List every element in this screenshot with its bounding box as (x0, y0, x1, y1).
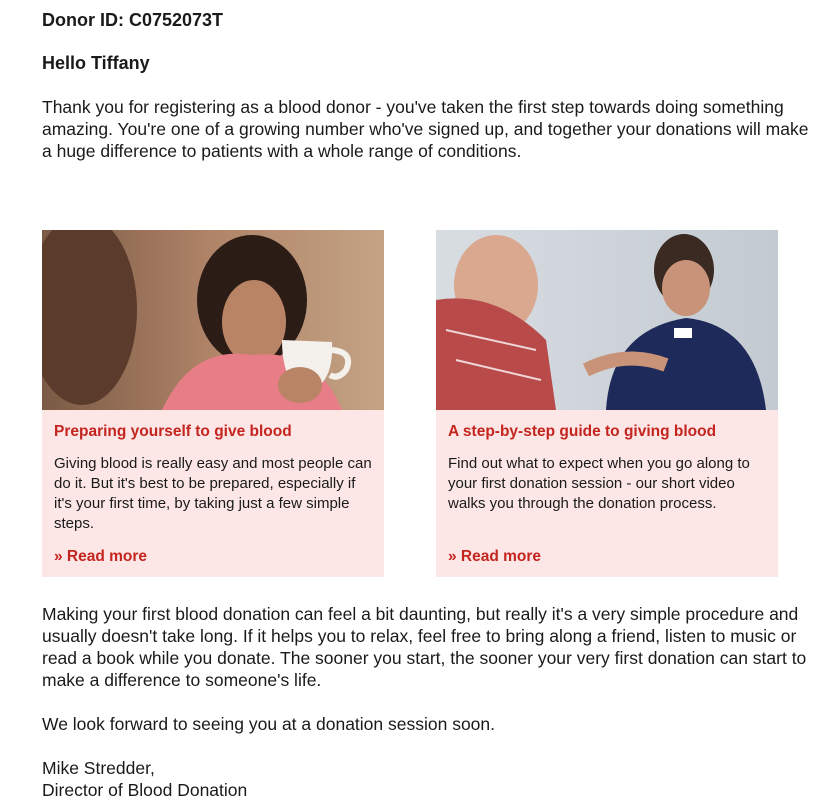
card-preparing (42, 230, 384, 577)
greeting: Hello Tiffany (42, 53, 150, 73)
signature-title: Director of Blood Donation (42, 780, 248, 800)
read-more-link[interactable]: » Read more (54, 548, 148, 565)
donor-id: Donor ID: C0752073T (42, 10, 224, 30)
card-title: Preparing yourself to give blood (54, 423, 292, 440)
intro-paragraph: Thank you for registering as a blood donor - you've taken the first step towards doing something amazing. You're one of a growing number who've signed up, and together your donations will make a huge difference to patients with a whole range of conditions. (42, 97, 809, 161)
woman-drinking-tea-image (42, 230, 384, 410)
card-step-by-step (436, 230, 778, 577)
signature (42, 757, 247, 801)
signature-name: Mike Stredder, (42, 758, 155, 778)
card-title: A step-by-step guide to giving blood (448, 423, 717, 440)
card-text: Giving blood is really easy and most people can do it. But it's best to be prepared, especially if it's your first time, by taking just a few simple steps. (54, 455, 372, 532)
body-paragraph: Making your first blood donation can feel a bit daunting, but really it's a very simple procedure and usually doesn't take long. If it helps you to relax, feel free to bring along a friend, listen to music or read a book while you donate. The sooner you start, the sooner your very first donation can start to make a difference to someone's life. (42, 604, 807, 690)
closing-paragraph: We look forward to seeing you at a donation session soon. (42, 714, 496, 734)
card-text: Find out what to expect when you go along to your first donation session - our short video walks you through the donation process. (448, 455, 750, 512)
nurse-with-donor-image (436, 230, 778, 410)
read-more-link[interactable]: » Read more (448, 548, 542, 565)
